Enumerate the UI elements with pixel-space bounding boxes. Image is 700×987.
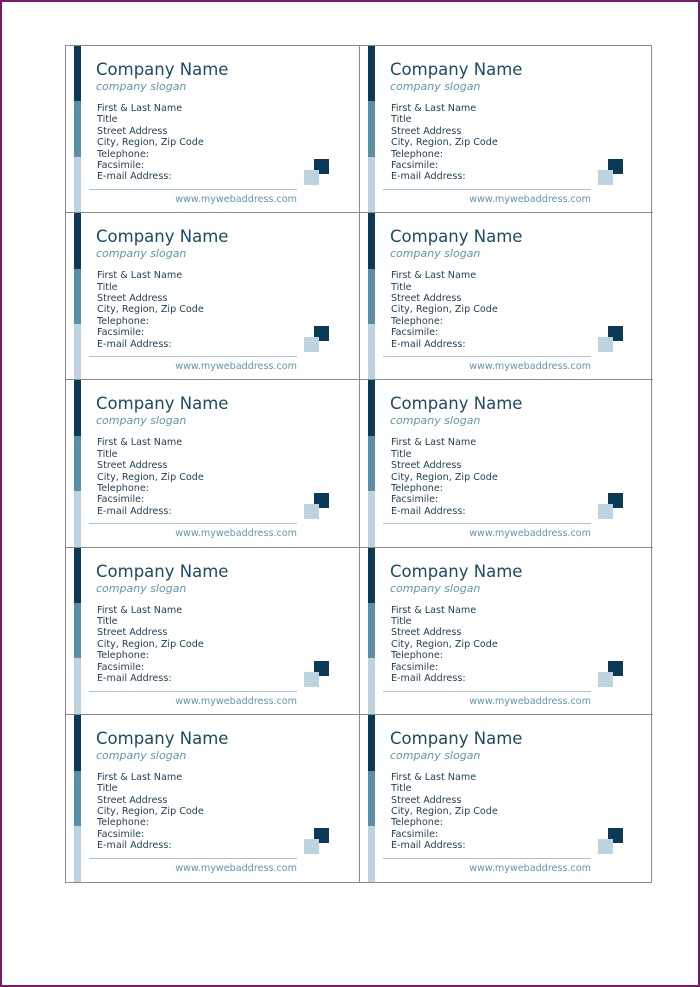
email-address: E-mail Address: — [391, 672, 466, 684]
card-accent-bar — [368, 380, 375, 546]
logo-square-light-icon — [598, 504, 613, 519]
company-slogan: company slogan — [96, 80, 187, 93]
divider-line — [383, 356, 591, 357]
web-address: www.mywebaddress.com — [469, 194, 591, 205]
accent-segment-dark — [74, 380, 81, 435]
contact-name: First & Last Name — [97, 103, 183, 114]
contact-title: Title — [391, 281, 412, 293]
email-address: E-mail Address: — [391, 171, 466, 183]
telephone: Telephone: — [391, 650, 443, 662]
divider-line — [89, 189, 297, 190]
company-slogan: company slogan — [390, 581, 481, 595]
logo-square-light-icon — [304, 504, 319, 519]
company-slogan: company slogan — [96, 414, 187, 428]
company-slogan: company slogan — [390, 247, 481, 261]
accent-segment-mid — [368, 269, 375, 324]
street-address: Street Address — [97, 627, 168, 639]
email-address: E-mail Address: — [391, 840, 466, 852]
email-address: E-mail Address: — [97, 338, 172, 350]
accent-segment-light — [368, 658, 375, 713]
city-region-zip: City, Region, Zip Code — [97, 137, 204, 149]
contact-title: Title — [391, 114, 412, 126]
divider-line — [89, 858, 297, 859]
facsimile: Facsimile: — [97, 327, 145, 339]
facsimile: Facsimile: — [97, 159, 145, 171]
company-slogan: company slogan — [390, 80, 481, 93]
card-accent-bar — [74, 548, 81, 714]
logo-square-light-icon — [598, 170, 613, 185]
card-accent-bar — [74, 380, 81, 546]
card-accent-bar — [74, 715, 81, 882]
business-card-sheet — [65, 45, 652, 883]
web-address: www.mywebaddress.com — [469, 528, 591, 540]
facsimile: Facsimile: — [391, 494, 439, 506]
city-region-zip: City, Region, Zip Code — [391, 805, 498, 817]
logo-square-light-icon — [304, 170, 319, 185]
contact-details — [391, 270, 498, 350]
contact-name: First & Last Name — [391, 437, 477, 449]
accent-segment-light — [368, 826, 375, 882]
email-address: E-mail Address: — [391, 505, 466, 517]
contact-title: Title — [391, 448, 412, 460]
facsimile: Facsimile: — [391, 327, 439, 339]
company-name: Company Name — [96, 227, 229, 247]
card-accent-bar — [74, 213, 81, 379]
contact-details — [391, 772, 498, 852]
divider-line — [383, 523, 591, 524]
accent-segment-light — [74, 658, 81, 713]
business-card-r1-c1 — [66, 46, 360, 213]
divider-line — [89, 356, 297, 357]
telephone: Telephone: — [391, 817, 443, 829]
email-address: E-mail Address: — [97, 672, 172, 684]
logo-square-light-icon — [598, 672, 613, 687]
accent-segment-dark — [74, 46, 81, 101]
city-region-zip: City, Region, Zip Code — [97, 304, 204, 316]
company-name: Company Name — [96, 60, 229, 79]
accent-segment-light — [368, 157, 375, 212]
email-address: E-mail Address: — [97, 840, 172, 852]
contact-title: Title — [97, 615, 118, 627]
telephone: Telephone: — [97, 650, 149, 662]
company-name: Company Name — [96, 728, 229, 748]
logo-square-light-icon — [304, 672, 319, 687]
accent-segment-mid — [74, 101, 81, 156]
contact-title: Title — [97, 448, 118, 460]
web-address: www.mywebaddress.com — [469, 695, 591, 707]
street-address: Street Address — [97, 292, 168, 304]
telephone: Telephone: — [97, 482, 149, 494]
email-address: E-mail Address: — [97, 505, 172, 517]
street-address: Street Address — [391, 125, 462, 137]
facsimile: Facsimile: — [391, 159, 439, 171]
accent-segment-mid — [368, 603, 375, 658]
accent-segment-mid — [74, 771, 81, 827]
web-address: www.mywebaddress.com — [175, 695, 297, 707]
contact-details — [97, 103, 204, 183]
contact-details — [97, 772, 204, 852]
street-address: Street Address — [391, 292, 462, 304]
accent-segment-light — [368, 491, 375, 546]
facsimile: Facsimile: — [391, 828, 439, 840]
telephone: Telephone: — [391, 315, 443, 327]
contact-details — [391, 103, 498, 183]
accent-segment-light — [74, 826, 81, 882]
business-card-r2-c1 — [66, 213, 360, 380]
contact-title: Title — [97, 281, 118, 293]
contact-name: First & Last Name — [97, 604, 183, 616]
accent-segment-light — [74, 491, 81, 546]
accent-segment-dark — [74, 213, 81, 268]
city-region-zip: City, Region, Zip Code — [97, 638, 204, 650]
company-slogan: company slogan — [96, 581, 187, 595]
city-region-zip: City, Region, Zip Code — [391, 638, 498, 650]
divider-line — [89, 691, 297, 692]
business-card-r2-c2 — [360, 213, 653, 380]
city-region-zip: City, Region, Zip Code — [391, 471, 498, 483]
telephone: Telephone: — [391, 482, 443, 494]
accent-segment-dark — [368, 46, 375, 101]
company-name: Company Name — [390, 728, 523, 748]
logo-square-light-icon — [304, 839, 319, 854]
contact-name: First & Last Name — [97, 437, 183, 449]
contact-details — [97, 270, 204, 350]
business-card-r5-c2 — [360, 715, 653, 882]
company-name: Company Name — [390, 60, 523, 79]
company-name: Company Name — [96, 394, 229, 414]
business-card-r3-c1 — [66, 380, 360, 547]
telephone: Telephone: — [391, 148, 443, 160]
card-accent-bar — [368, 548, 375, 714]
contact-title: Title — [97, 783, 118, 795]
contact-title: Title — [391, 615, 412, 627]
facsimile: Facsimile: — [97, 661, 145, 673]
facsimile: Facsimile: — [97, 494, 145, 506]
company-slogan: company slogan — [96, 748, 187, 762]
street-address: Street Address — [97, 460, 168, 472]
contact-details — [97, 605, 204, 685]
web-address: www.mywebaddress.com — [469, 862, 591, 874]
accent-segment-mid — [74, 603, 81, 658]
divider-line — [383, 691, 591, 692]
telephone: Telephone: — [97, 148, 149, 160]
web-address: www.mywebaddress.com — [175, 194, 297, 205]
facsimile: Facsimile: — [97, 828, 145, 840]
city-region-zip: City, Region, Zip Code — [391, 304, 498, 316]
street-address: Street Address — [391, 794, 462, 806]
street-address: Street Address — [97, 794, 168, 806]
street-address: Street Address — [97, 125, 168, 137]
web-address: www.mywebaddress.com — [469, 361, 591, 373]
web-address: www.mywebaddress.com — [175, 528, 297, 540]
street-address: Street Address — [391, 460, 462, 472]
accent-segment-light — [368, 324, 375, 379]
accent-segment-dark — [74, 715, 81, 771]
telephone: Telephone: — [97, 817, 149, 829]
company-name: Company Name — [96, 561, 229, 581]
business-card-r5-c1 — [66, 715, 360, 882]
accent-segment-dark — [368, 548, 375, 603]
business-card-r4-c1 — [66, 548, 360, 715]
contact-details — [97, 437, 204, 517]
facsimile: Facsimile: — [391, 661, 439, 673]
business-card-r3-c2 — [360, 380, 653, 547]
web-address: www.mywebaddress.com — [175, 361, 297, 373]
company-name: Company Name — [390, 394, 523, 414]
street-address: Street Address — [391, 627, 462, 639]
contact-name: First & Last Name — [391, 771, 477, 783]
accent-segment-mid — [368, 436, 375, 491]
logo-square-light-icon — [304, 337, 319, 352]
contact-name: First & Last Name — [391, 604, 477, 616]
email-address: E-mail Address: — [97, 171, 172, 183]
divider-line — [383, 189, 591, 190]
accent-segment-dark — [74, 548, 81, 603]
contact-title: Title — [97, 114, 118, 126]
accent-segment-dark — [368, 715, 375, 771]
company-slogan: company slogan — [390, 748, 481, 762]
company-name: Company Name — [390, 561, 523, 581]
business-card-r4-c2 — [360, 548, 653, 715]
contact-name: First & Last Name — [391, 103, 477, 114]
card-accent-bar — [74, 46, 81, 212]
accent-segment-mid — [74, 269, 81, 324]
business-card-r1-c2 — [360, 46, 653, 213]
accent-segment-mid — [74, 436, 81, 491]
contact-title: Title — [391, 783, 412, 795]
card-accent-bar — [368, 46, 375, 212]
card-accent-bar — [368, 213, 375, 379]
divider-line — [89, 523, 297, 524]
accent-segment-dark — [368, 213, 375, 268]
company-slogan: company slogan — [96, 247, 187, 261]
accent-segment-light — [74, 324, 81, 379]
email-address: E-mail Address: — [391, 338, 466, 350]
accent-segment-mid — [368, 101, 375, 156]
web-address: www.mywebaddress.com — [175, 862, 297, 874]
divider-line — [383, 858, 591, 859]
card-accent-bar — [368, 715, 375, 882]
contact-details — [391, 605, 498, 685]
telephone: Telephone: — [97, 315, 149, 327]
accent-segment-dark — [368, 380, 375, 435]
contact-name: First & Last Name — [97, 270, 183, 282]
logo-square-light-icon — [598, 337, 613, 352]
company-slogan: company slogan — [390, 414, 481, 428]
contact-name: First & Last Name — [97, 771, 183, 783]
logo-square-light-icon — [598, 839, 613, 854]
city-region-zip: City, Region, Zip Code — [97, 471, 204, 483]
accent-segment-light — [74, 157, 81, 212]
city-region-zip: City, Region, Zip Code — [97, 805, 204, 817]
city-region-zip: City, Region, Zip Code — [391, 137, 498, 149]
contact-details — [391, 437, 498, 517]
accent-segment-mid — [368, 771, 375, 827]
contact-name: First & Last Name — [391, 270, 477, 282]
company-name: Company Name — [390, 227, 523, 247]
